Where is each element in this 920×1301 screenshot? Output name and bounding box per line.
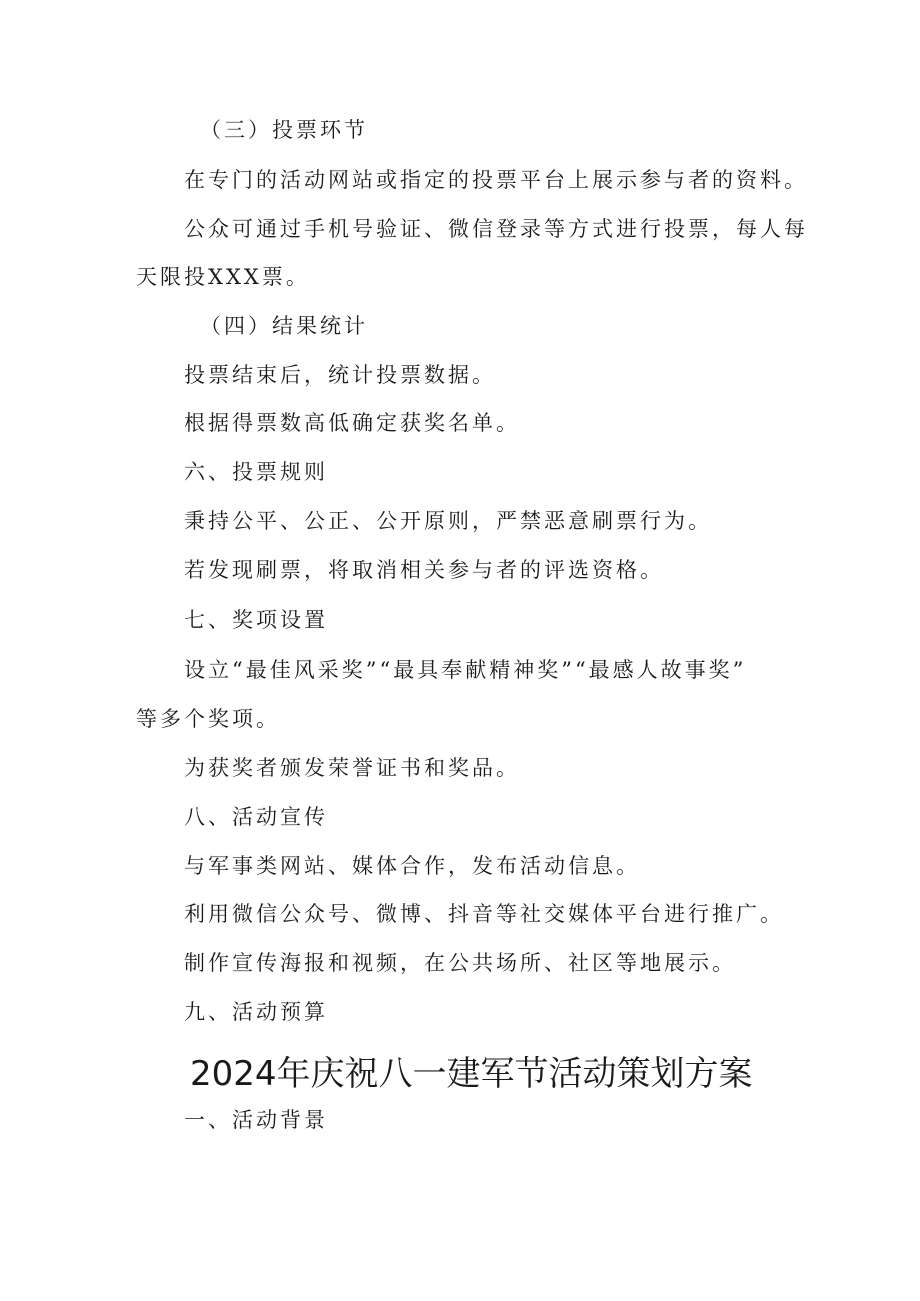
paragraph-line-continued: 等多个奖项。 — [136, 707, 280, 731]
paragraph-line-continued: 天限投XXX票。 — [136, 265, 310, 289]
section-heading-budget: 九、活动预算 — [184, 1000, 328, 1024]
paragraph-line: 为获奖者颁发荣誉证书和奖品。 — [184, 756, 520, 780]
section-heading-background: 一、活动背景 — [184, 1108, 328, 1132]
paragraph-line: 若发现刷票，将取消相关参与者的评选资格。 — [184, 558, 664, 582]
paragraph-line: 投票结束后，统计投票数据。 — [184, 363, 496, 387]
paragraph-line: 制作宣传海报和视频，在公共场所、社区等地展示。 — [184, 951, 736, 975]
paragraph-line: 根据得票数高低确定获奖名单。 — [184, 411, 520, 435]
subheading-result-stats: （四）结果统计 — [200, 314, 368, 338]
document-title: 2024年庆祝八一建军节活动策划方案 — [190, 1054, 753, 1094]
paragraph-line: 在专门的活动网站或指定的投票平台上展示参与者的资料。 — [184, 168, 808, 192]
paragraph-line: 与军事类网站、媒体合作，发布活动信息。 — [184, 854, 640, 878]
paragraph-line: 公众可通过手机号验证、微信登录等方式进行投票，每人每 — [184, 217, 808, 241]
paragraph-line: 秉持公平、公正、公开原则，严禁恶意刷票行为。 — [184, 509, 712, 533]
section-heading-promotion: 八、活动宣传 — [184, 805, 328, 829]
section-heading-awards: 七、奖项设置 — [184, 608, 328, 632]
paragraph-line: 利用微信公众号、微博、抖音等社交媒体平台进行推广。 — [184, 902, 784, 926]
subheading-voting-stage: （三）投票环节 — [200, 118, 368, 142]
paragraph-line: 设立“最佳风采奖”“最具奉献精神奖”“最感人故事奖” — [184, 658, 747, 682]
section-heading-voting-rules: 六、投票规则 — [184, 460, 328, 484]
